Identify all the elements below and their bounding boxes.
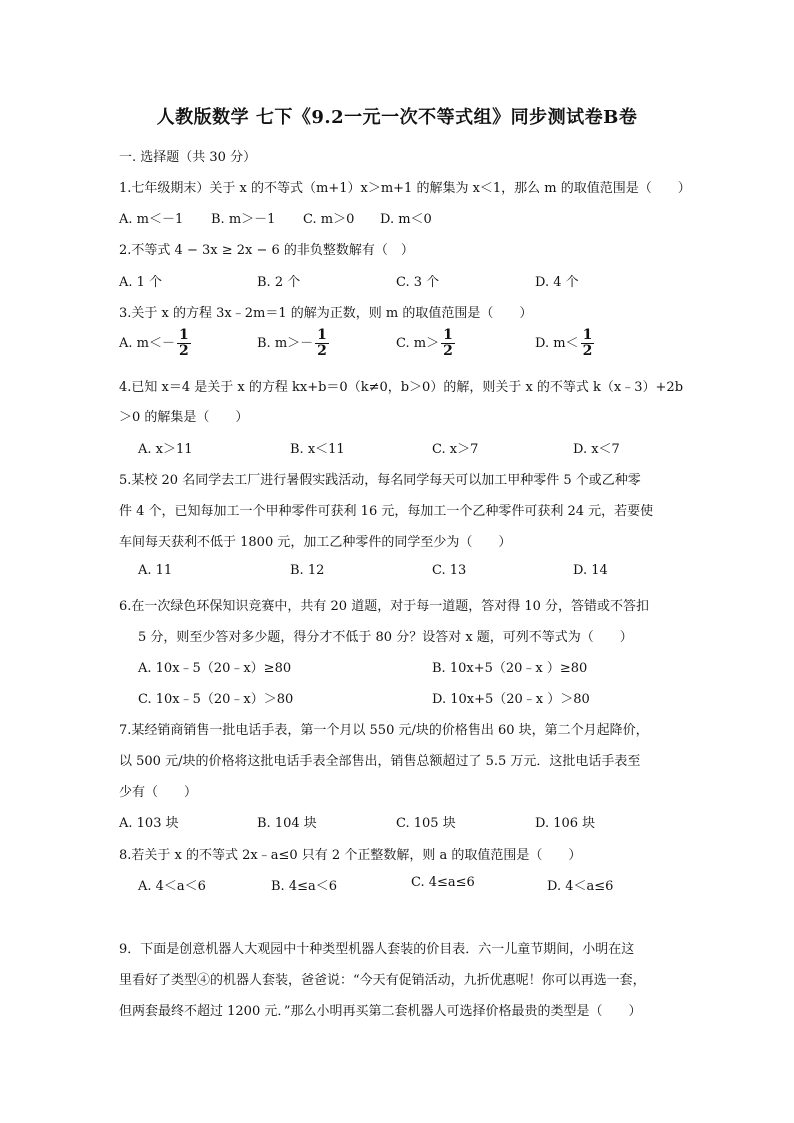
- q1-option-c: C. m＞0: [303, 212, 355, 227]
- q1-option-b: B. m＞－1: [211, 212, 276, 227]
- q3-option-b-prefix: B. m＞－: [257, 336, 314, 351]
- question-6-stem-line-2: 5 分，则至少答对多少题，得分才不低于 80 分？设答对 x 题，可列不等式为（ ）: [138, 630, 633, 645]
- q8-option-c: C. 4≤a≤6: [411, 875, 475, 890]
- q4-option-b: B. x＜11: [290, 442, 345, 457]
- q4-option-d: D. x＜7: [573, 442, 620, 457]
- question-9-stem-line-2: 里看好了类型④的机器人套装，爸爸说：“今天有促销活动，九折优惠呢！你可以再选一套，: [119, 973, 646, 988]
- fraction-denominator: 2: [582, 343, 593, 359]
- fraction-numerator: 1: [582, 327, 593, 343]
- fraction: [581, 328, 595, 359]
- q4-option-c: C. x＞7: [432, 442, 479, 457]
- question-9-stem-line-1: 9．下面是创意机器人大观园中十种类型机器人套装的价目表．六一儿童节期间，小明在这: [119, 942, 635, 957]
- q8-option-b: B. 4≤a＜6: [271, 879, 338, 894]
- q3-option-a-prefix: A. m＜－: [119, 336, 175, 351]
- q3-option-d: [535, 328, 594, 359]
- question-5-stem-line-2: 件 4 个，已知每加工一个甲种零件可获利 16 元，每加工一个乙种零件可获利 24 元，若要使: [119, 504, 654, 519]
- question-9-stem-line-3: 但两套最终不超过 1200 元．”那么小明再买第二套机器人可选择价格最贵的类型是（ ）: [119, 1004, 642, 1019]
- fraction: [441, 328, 455, 359]
- q3-option-d-prefix: D. m＜: [535, 336, 579, 351]
- q2-option-b: B. 2 个: [257, 275, 301, 290]
- fraction-denominator: 2: [443, 343, 453, 359]
- fraction: [315, 328, 329, 359]
- q3-option-b: [257, 328, 329, 359]
- question-5-stem-line-1: 5.某校 20 名同学去工厂进行暑假实践活动，每名同学每天可以加工甲种零件 5 个或乙种零: [119, 473, 641, 488]
- question-4-stem-line-1: 4.已知 x＝4 是关于 x 的方程 kx+b＝0（k≠0，b＞0）的解，则关于 x 的不等式 k（x﹣3）+2b: [119, 380, 684, 395]
- q1-option-a: A. m＜－1: [119, 212, 184, 227]
- fraction-numerator: 1: [317, 327, 327, 343]
- question-8-stem: 8.若关于 x 的不等式 2x﹣a≤0 只有 2 个正整数解，则 a 的取值范围是（ ）: [119, 848, 582, 863]
- section-heading: 一. 选择题（共 30 分）: [119, 150, 257, 165]
- q8-option-a: A. 4＜a＜6: [138, 879, 206, 894]
- question-1-stem: 1.七年级期末）关于 x 的不等式（m+1）x＞m+1 的解集为 x＜1，那么 m 的取值范围是（ ）: [119, 181, 691, 196]
- q3-option-a: [119, 328, 191, 359]
- q6-option-a: A. 10x﹣5（20﹣x）≥80: [138, 661, 292, 676]
- fraction-denominator: 2: [317, 343, 327, 359]
- q2-option-a: A. 1 个: [119, 275, 163, 290]
- question-7-stem-line-1: 7.某经销商销售一批电话手表，第一个月以 550 元/块的价格售出 60 块，第二个月起降价，: [119, 723, 649, 738]
- fraction: [177, 328, 191, 359]
- q5-option-a: A. 11: [138, 563, 173, 578]
- q7-option-d: D. 106 块: [535, 816, 596, 831]
- fraction-numerator: 1: [443, 327, 453, 343]
- q4-option-a: A. x＞11: [138, 442, 193, 457]
- q8-option-d: D. 4＜a≤6: [547, 879, 614, 894]
- q6-option-b: B. 10x+5（20﹣x ）≥80: [432, 661, 588, 676]
- q3-option-c: [396, 328, 455, 359]
- question-5-stem-line-3: 车间每天获利不低于 1800 元，加工乙种零件的同学至少为（ ）: [119, 535, 512, 550]
- q5-option-d: D. 14: [573, 563, 608, 578]
- q5-option-c: C. 13: [432, 563, 467, 578]
- question-7-stem-line-2: 以 500 元/块的价格将这批电话手表全部售出，销售总额超过了 5.5 万元．这批电话手表至: [119, 754, 641, 769]
- q6-option-c: C. 10x﹣5（20﹣x）＞80: [138, 692, 294, 707]
- q7-option-b: B. 104 块: [257, 816, 317, 831]
- q5-option-b: B. 12: [290, 563, 325, 578]
- q2-option-d: D. 4 个: [535, 275, 579, 290]
- question-3-stem: 3.关于 x 的方程 3x﹣2m＝1 的解为正数，则 m 的取值范围是（ ）: [119, 306, 533, 321]
- question-7-stem-line-3: 少有（ ）: [119, 785, 198, 800]
- fraction-numerator: 1: [178, 327, 189, 343]
- q1-option-d: D. m＜0: [380, 212, 432, 227]
- question-6-stem-line-1: 6.在一次绿色环保知识竞赛中，共有 20 道题，对于每一道题，答对得 10 分，答错或不答扣: [119, 599, 650, 614]
- fraction-denominator: 2: [178, 343, 189, 359]
- q7-option-c: C. 105 块: [396, 816, 456, 831]
- q2-option-c: C. 3 个: [396, 275, 440, 290]
- q3-option-c-prefix: C. m＞: [396, 336, 440, 351]
- page-title: 人教版数学 七下《9.2一元一次不等式组》同步测试卷B卷: [156, 107, 638, 128]
- q7-option-a: A. 103 块: [119, 816, 179, 831]
- q6-option-d: D. 10x+5（20﹣x ）＞80: [432, 692, 590, 707]
- question-2-stem: 2.不等式 4 − 3x ≥ 2x − 6 的非负整数解有（ ）: [119, 243, 414, 258]
- question-4-stem-line-2: ＞0 的解集是（ ）: [119, 410, 249, 425]
